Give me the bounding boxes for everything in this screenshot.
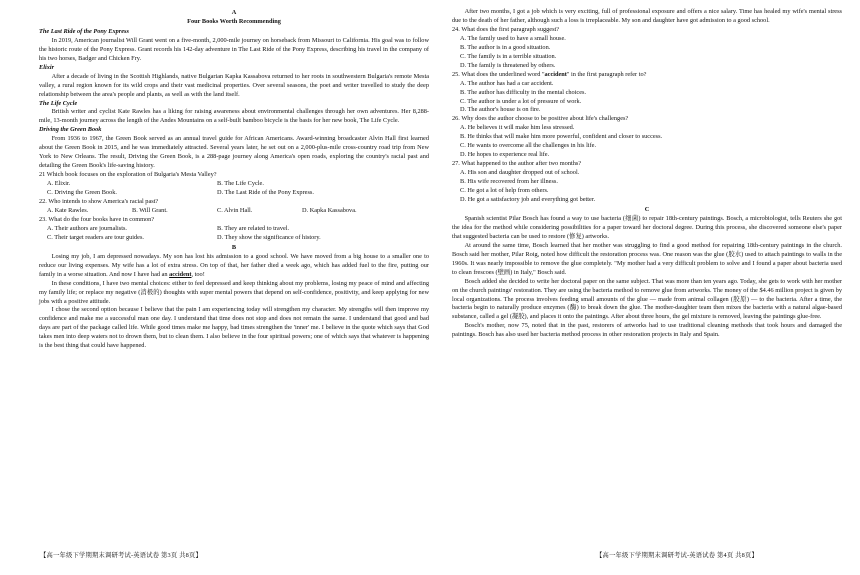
q25-option-c: C. The author is under a lot of pressure of work. xyxy=(460,97,582,105)
question-27: 27. What happened to the author after two months? xyxy=(452,160,582,168)
q26-option-b: B. He thinks that will make him more powerful, confident and closer to success. xyxy=(460,133,663,141)
book-text-1: In 2019, American journalist Will Grant went on a five-month, 2,000-mile journey on horseback from Missouri to California. His goal was to follow the historic route of the Pony Express. Grant records his 142-day adventure in The Last Ride of the Pony Express, describing his travel in the company of his two horses, Badger and Chicken Fry. xyxy=(39,36,429,62)
passage-b-paragraph-3: I chose the second option because I believe that the pain I am experiencing today will strengthen my character. My strengths will then improve my confidence and make me a successful man one day. I understand that time does not stop and does not remain the same. I understand that good and bad days are part of the package called life. While good times make me happy, bad times strengthen the 'inner' me. I believe in the quote which says that God takes men into deep waters not to drown them, but to clean them. I also believe in the four spiritual powers; one of which says that whatever is happening is the best thing that could have happened. xyxy=(39,306,429,350)
q22-option-b: B. Will Grant. xyxy=(132,206,168,214)
q27-option-c: C. He got a lot of help from others. xyxy=(460,187,549,195)
book-text-2: After a decade of living in the Scottish Highlands, native Bulgarian Kapka Kassabova returned to her roots in southwestern Bulgaria's remote Mesta valley, a rural region known for its wild crops and their vast medicinal properties. Over several seasons, the poet and writer travelled to study the deep relationship between the area's people and plants, as well as with the land itself. xyxy=(39,72,429,98)
passage-c-paragraph-1: Spanish scientist Pilar Bosch has found a way to use bacteria (细菌) to repair 18th-century paintings. Bosch, a microbiologist, tells Reuters she got the idea for the method while considering possibilities for a paper toward her doctoral degree. During this process, she discovered someone else's paper that suggested bacteria can be used to restore (修复) artworks. xyxy=(452,214,842,240)
left-page xyxy=(39,8,429,351)
q26-option-c: C. He wants to overcome all the challenges in his life. xyxy=(460,142,597,150)
book-heading-4: Driving the Green Book xyxy=(39,126,102,134)
passage-a-title: Four Books Worth Recommending xyxy=(187,17,281,25)
q24-option-c: C. The family is in a terrible situation. xyxy=(460,52,557,60)
book-heading-2: Elixir xyxy=(39,63,55,71)
q22-option-d: D. Kapka Kassabova. xyxy=(302,206,357,214)
q23-option-d: D. They show the significance of history. xyxy=(217,233,321,241)
q27-option-d: D. He got a satisfactory job and everything got better. xyxy=(460,196,596,204)
passage-c-paragraph-2: At around the same time, Bosch learned that her mother was struggling to find a good method for repairing 18th-century paintings in the church. Bosch said her mother, Pilar Roig, noted how difficult the restoration process was. One reason was the glue (胶水) used to attach paintings to walls in the 1960s. It was nearly impossible to remove the glue completely. "My mother had a very difficult problem to solve and I found a paper about bacteria used to clean frescoes (壁画) in Italy," Bosch said. xyxy=(452,241,842,276)
question-22: 22. Who intends to show America's racial past? xyxy=(39,198,159,206)
question-21: 21 Which book focuses on the exploration of Bulgaria's Mesta Valley? xyxy=(39,171,217,179)
q23-option-b: B. They are related to travel. xyxy=(217,224,290,232)
section-b-label: B xyxy=(231,243,237,251)
q23-option-a: A. Their authors are journalists. xyxy=(47,224,127,232)
q21-option-b: B. The Life Cycle. xyxy=(217,180,264,188)
q26-option-d: D. He hopes to experience real life. xyxy=(460,151,550,159)
q21-option-c: C. Driving the Green Book. xyxy=(47,189,117,197)
q27-option-b: B. His wife recovered from her illness. xyxy=(460,178,558,186)
q25-option-a: A. The author has had a car accident. xyxy=(460,79,554,87)
q24-option-a: A. The family used to have a small house. xyxy=(460,34,566,42)
question-23: 23. What do the four books have in common? xyxy=(39,215,155,223)
question-25: 25. What does the underlined word "accident" in the first paragraph refer to? xyxy=(452,70,647,78)
passage-b-paragraph-2: In these conditions, I have two mental choices: either to feel depressed and keep thinking about my problems, losing my peace of mind and affecting my family life; or replace my negative (消极的) thoughts with super mental powers that depend on self-confidence, positivity, and keep applying for new jobs with a positive attitude. xyxy=(39,279,429,305)
q22-option-a: A. Kate Rawles. xyxy=(47,206,89,214)
q24-option-b: B. The author is in a good situation. xyxy=(460,43,551,51)
right-page-footer: 【高一年级下学期期末调研考试-英语试卷 第4页 共8页】 xyxy=(596,552,758,559)
section-a-label: A xyxy=(231,9,237,16)
book-heading-1: The Last Ride of the Pony Express xyxy=(39,27,129,35)
question-26: 26. Why does the author choose to be positive about life's challenges? xyxy=(452,115,629,123)
book-text-4: From 1936 to 1967, the Green Book served as an annual travel guide for African Americans. Award-winning broadcaster Alvin Hall first learned about the Green Book in 2015, and he was immediately attracted. Several years later, he set out on a 2,000-plus-mile cross-country road trip from New York to New Orleans. The result, Driving the Green Book, is a 288-page journey along America's open roads, exploring the country's racial past and detailing the Green Book's life-saving history. xyxy=(39,135,429,170)
right-page xyxy=(452,8,842,340)
left-page-footer: 【高一年级下学期期末调研考试-英语试卷 第3页 共8页】 xyxy=(40,552,202,559)
q25-option-b: B. The author has difficulty in the mental choices. xyxy=(460,88,587,96)
underlined-word: accident xyxy=(169,270,192,278)
q21-option-d: D. The Last Ride of the Pony Express. xyxy=(217,189,314,197)
q25-option-d: D. The author's house is on fire. xyxy=(460,106,541,114)
question-24: 24. What does the first paragraph suggest? xyxy=(452,25,560,33)
passage-c-paragraph-4: Bosch's mother, now 75, noted that in the past, restorers of artworks had to use traditional cleaning methods that took hours and damaged the paintings. Bosch has also used her bacteria method process in other restoration projects in Italy and Spain. xyxy=(452,322,842,339)
passage-b-paragraph-1: Losing my job, I am depressed nowadays. My son has lost his admission to a good school. We have moved from a big house to a smaller one to reduce our living expenses. My wife has a lot of extra stress. On top of that, her father died a week ago, which has added fuel to the fire, putting our family in a worse situation. And now I have had an accident, too! xyxy=(39,252,429,278)
q22-option-c: C. Alvin Hall. xyxy=(217,206,253,214)
section-c-label: C xyxy=(644,205,650,213)
q27-option-a: A. His son and daughter dropped out of school. xyxy=(460,169,580,177)
q26-option-a: A. He believes it will make him less stressed. xyxy=(460,124,575,132)
book-heading-3: The Life Cycle xyxy=(39,99,78,107)
q23-option-c: C. Their target readers are tour guides. xyxy=(47,233,144,241)
passage-c-paragraph-3: Bosch added she decided to write her doctoral paper on the same subject. That was more than ten years ago. Today, she gets to work with her mother on the church paintings' restoration. They are using the bacteria method to remove glue from artworks. The money of the $4.46 million project is given by local organizations. The process involves feeding small amounts of the glue — made from animal collagen (胶原) — to the bacteria. After a time, the bacteria begin to naturally produce enzymes (酶) to break down the glue. The mother-daughter team then mixes the bacteria with a natural algae-based substance, called a gel (凝胶), and places it onto the paintings. After about three hours, the gel mixture is removed, leaving the paintings glue-free. xyxy=(452,277,842,321)
book-text-3: British writer and cyclist Kate Rawles has a liking for raising awareness about environmental challenges through her own adventures. Her 8,288-mile, 13-month journey across the length of the Andes Mountains on a self-built bamboo bicycle is the basis for her new book, The Life Cycle. xyxy=(39,108,429,125)
q24-option-d: D. The family is threatened by others. xyxy=(460,61,556,69)
passage-b-paragraph-4: After two months, I got a job which is very exciting, full of professional exposure and offers a nice salary. Time has healed my wife's mental stress due to the death of her father, although such a loss is irreplaceable. My son and daughter have got admission to a good school. xyxy=(452,8,842,24)
q21-option-a: A. Elixir. xyxy=(47,180,71,188)
